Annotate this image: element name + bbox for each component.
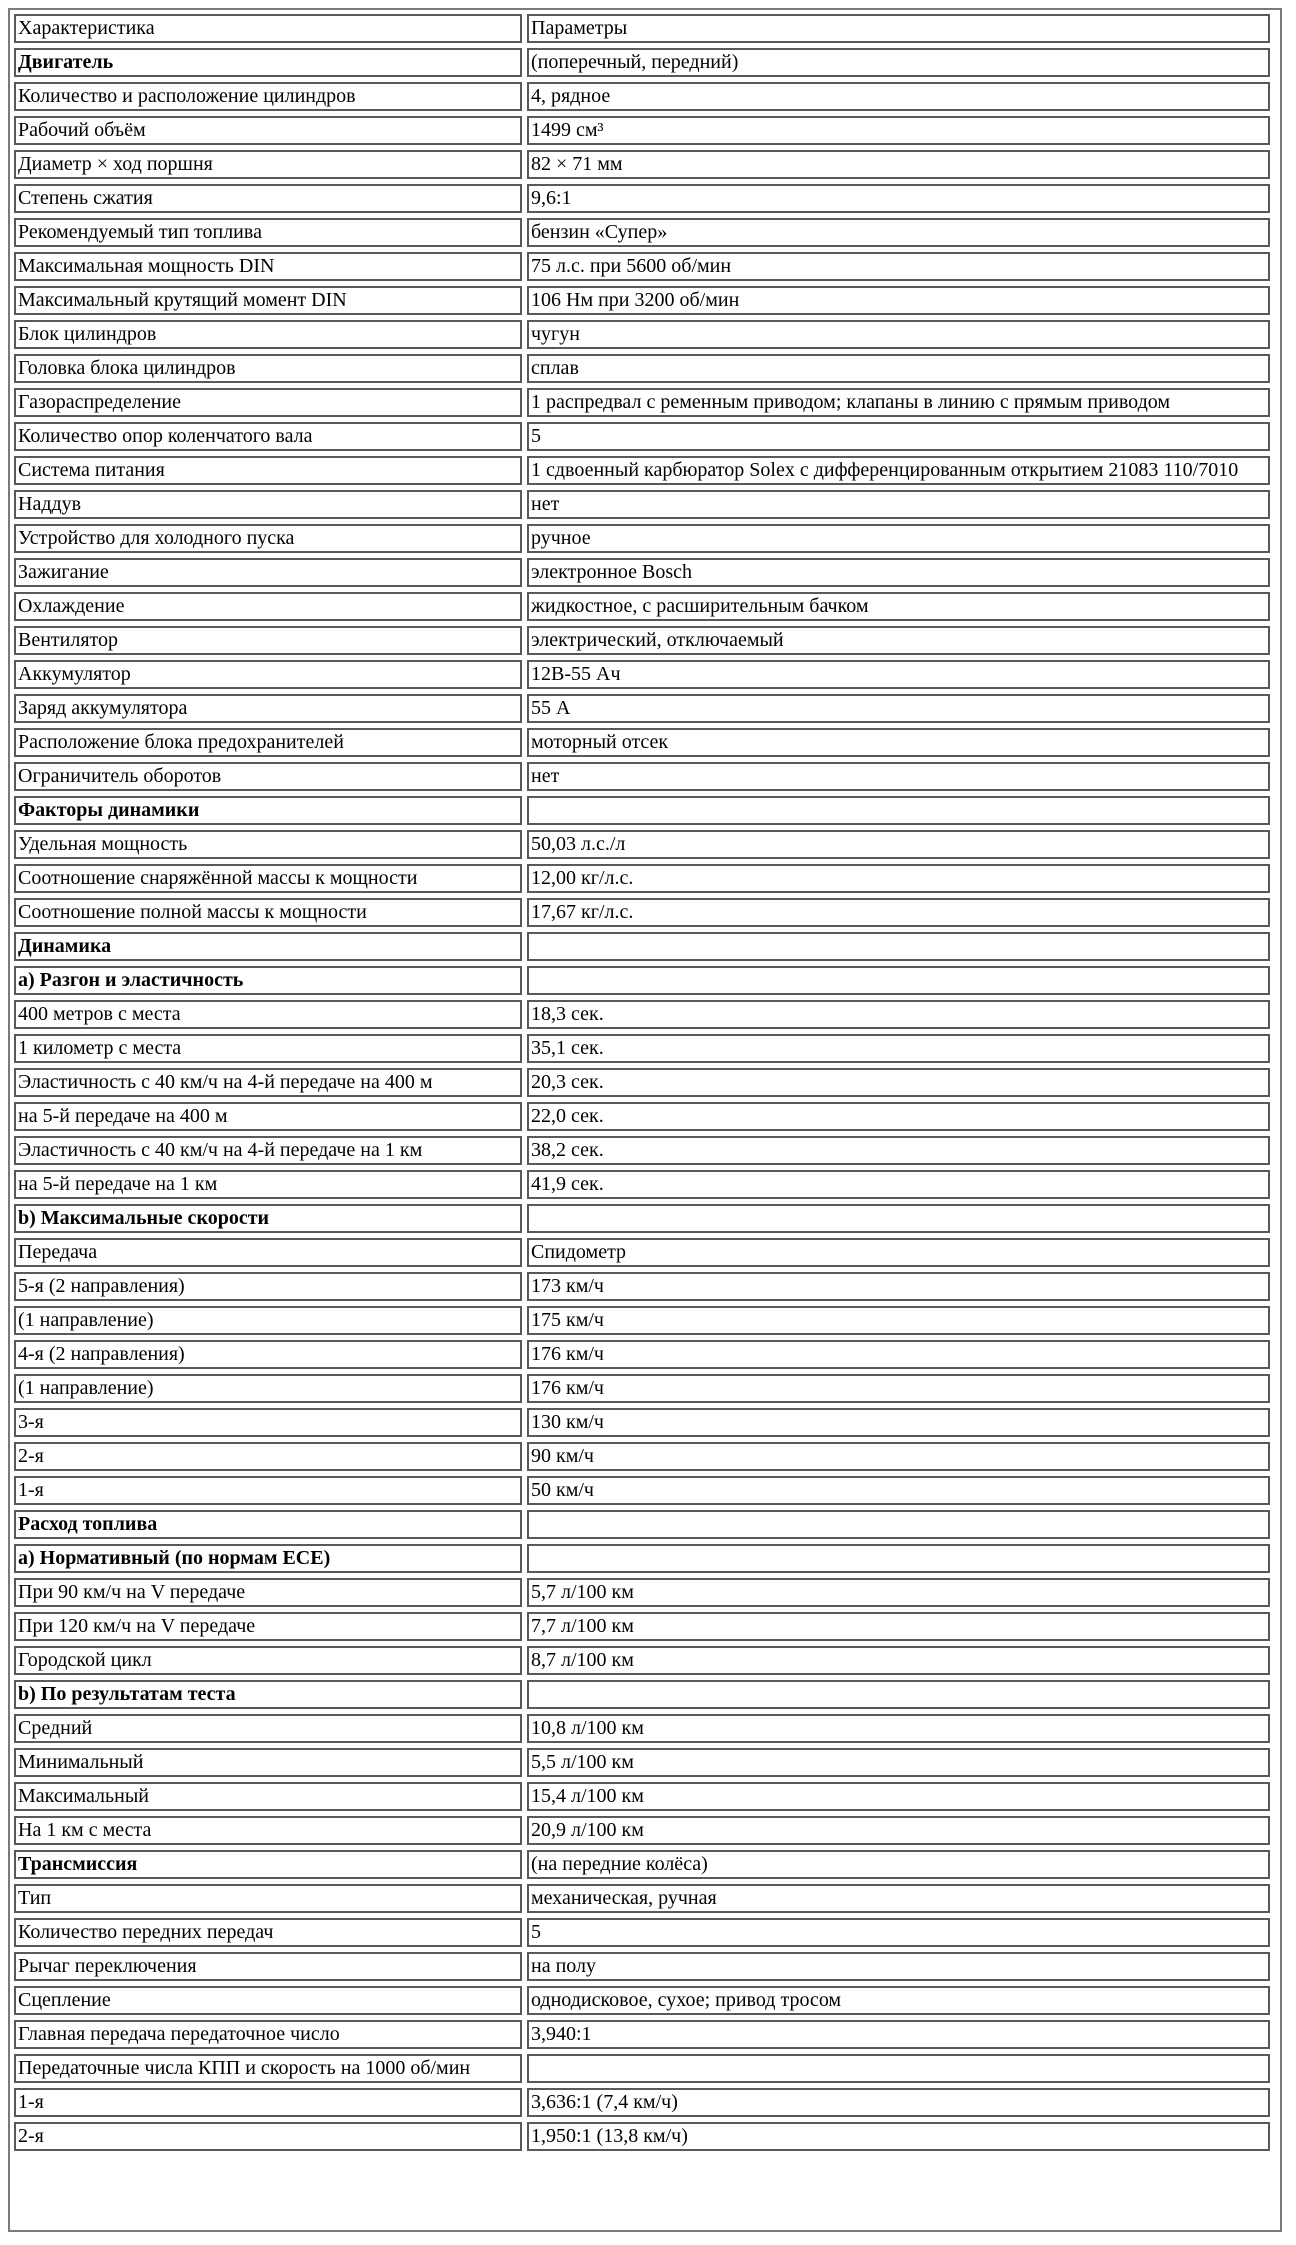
row-value-cell: 15,4 л/100 км: [527, 1782, 1270, 1811]
row-value-cell: 38,2 сек.: [527, 1136, 1270, 1165]
row-value-cell: 20,3 сек.: [527, 1068, 1270, 1097]
row-name-cell: Минимальный: [14, 1748, 522, 1777]
table-row: [14, 320, 1270, 349]
row-name-cell: 3-я: [14, 1408, 522, 1437]
table-row: [14, 2054, 1270, 2083]
row-name-cell: Удельная мощность: [14, 830, 522, 859]
row-name-cell: 2-я: [14, 1442, 522, 1471]
row-value-cell: [527, 966, 1270, 995]
row-name-cell: При 90 км/ч на V передаче: [14, 1578, 522, 1607]
table-row: [14, 1204, 1270, 1233]
table-row: [14, 2088, 1270, 2117]
table-row: [14, 864, 1270, 893]
table-row: [14, 762, 1270, 791]
row-value-cell: нет: [527, 490, 1270, 519]
row-value-cell: 75 л.с. при 5600 об/мин: [527, 252, 1270, 281]
row-value-cell: 90 км/ч: [527, 1442, 1270, 1471]
row-name-cell: Расположение блока предохранителей: [14, 728, 522, 757]
row-name-cell: Максимальный: [14, 1782, 522, 1811]
row-value-cell: 175 км/ч: [527, 1306, 1270, 1335]
header-cell-characteristic: Характеристика: [14, 14, 522, 43]
row-name-cell: Блок цилиндров: [14, 320, 522, 349]
row-value-cell: 106 Нм при 3200 об/мин: [527, 286, 1270, 315]
table-row: [14, 218, 1270, 247]
table-row: [14, 456, 1270, 485]
table-row: [14, 1374, 1270, 1403]
row-value-cell: [527, 1204, 1270, 1233]
row-value-cell: нет: [527, 762, 1270, 791]
row-name-cell: Вентилятор: [14, 626, 522, 655]
row-value-cell: 5: [527, 1918, 1270, 1947]
row-name-cell: Система питания: [14, 456, 522, 485]
table-row: [14, 1170, 1270, 1199]
row-value-cell: 3,940:1: [527, 2020, 1270, 2049]
table-row: [14, 1612, 1270, 1641]
row-value-cell: 20,9 л/100 км: [527, 1816, 1270, 1845]
row-value-cell: 12В-55 Ач: [527, 660, 1270, 689]
row-name-cell: Передача: [14, 1238, 522, 1267]
row-name-cell: Рычаг переключения: [14, 1952, 522, 1981]
row-value-cell: (поперечный, передний): [527, 48, 1270, 77]
row-name-cell: Главная передача передаточное число: [14, 2020, 522, 2049]
table-row: [14, 1952, 1270, 1981]
row-name-cell: Наддув: [14, 490, 522, 519]
table-row: [14, 694, 1270, 723]
table-row: [14, 1986, 1270, 2015]
row-name-cell: Городской цикл: [14, 1646, 522, 1675]
table-row: [14, 388, 1270, 417]
table-row: [14, 286, 1270, 315]
table-row: [14, 898, 1270, 927]
table-row: [14, 1748, 1270, 1777]
table-row: [14, 1272, 1270, 1301]
row-value-cell: 9,6:1: [527, 184, 1270, 213]
table-row: [14, 1000, 1270, 1029]
row-value-cell: 1 распредвал с ременным приводом; клапаны в линию с прямым приводом: [527, 388, 1270, 417]
table-row: [14, 422, 1270, 451]
row-name-cell: Количество опор коленчатого вала: [14, 422, 522, 451]
row-value-cell: ручное: [527, 524, 1270, 553]
table-row: [14, 524, 1270, 553]
row-value-cell: 1,950:1 (13,8 км/ч): [527, 2122, 1270, 2151]
row-value-cell: 5,5 л/100 км: [527, 1748, 1270, 1777]
table-row: [14, 1306, 1270, 1335]
row-value-cell: 22,0 сек.: [527, 1102, 1270, 1131]
row-name-cell: на 5-й передаче на 400 м: [14, 1102, 522, 1131]
row-value-cell: 12,00 кг/л.с.: [527, 864, 1270, 893]
row-name-cell: Соотношение снаряжённой массы к мощности: [14, 864, 522, 893]
table-row: [14, 252, 1270, 281]
table-row: [14, 184, 1270, 213]
row-name-cell: Сцепление: [14, 1986, 522, 2015]
row-name-cell: Факторы динамики: [14, 796, 522, 825]
row-name-cell: Охлаждение: [14, 592, 522, 621]
row-value-cell: электрический, отключаемый: [527, 626, 1270, 655]
row-value-cell: 130 км/ч: [527, 1408, 1270, 1437]
table-row: [14, 150, 1270, 179]
table-row: [14, 354, 1270, 383]
table-row: [14, 1408, 1270, 1437]
row-value-cell: 8,7 л/100 км: [527, 1646, 1270, 1675]
table-row: [14, 728, 1270, 757]
table-row: [14, 116, 1270, 145]
table-row: [14, 1578, 1270, 1607]
row-value-cell: на полу: [527, 1952, 1270, 1981]
row-name-cell: Тип: [14, 1884, 522, 1913]
row-name-cell: а) Разгон и эластичность: [14, 966, 522, 995]
row-name-cell: Зажигание: [14, 558, 522, 587]
row-value-cell: 176 км/ч: [527, 1340, 1270, 1369]
row-name-cell: Передаточные числа КПП и скорость на 1000 об/мин: [14, 2054, 522, 2083]
row-name-cell: 5-я (2 направления): [14, 1272, 522, 1301]
table-row: [14, 1646, 1270, 1675]
table-row: [14, 1442, 1270, 1471]
row-value-cell: 82 × 71 мм: [527, 150, 1270, 179]
row-value-cell: [527, 1544, 1270, 1573]
row-name-cell: Расход топлива: [14, 1510, 522, 1539]
row-name-cell: Заряд аккумулятора: [14, 694, 522, 723]
row-value-cell: 5: [527, 422, 1270, 451]
table-row: [14, 2020, 1270, 2049]
table-row: [14, 1714, 1270, 1743]
row-value-cell: [527, 796, 1270, 825]
row-name-cell: Максимальный крутящий момент DIN: [14, 286, 522, 315]
row-value-cell: 1 сдвоенный карбюратор Solex с дифференцированным открытием 21083 110/7010: [527, 456, 1270, 485]
table-row: [14, 1680, 1270, 1709]
row-name-cell: а) Нормативный (по нормам ЕСЕ): [14, 1544, 522, 1573]
row-name-cell: Диаметр × ход поршня: [14, 150, 522, 179]
row-name-cell: 400 метров с места: [14, 1000, 522, 1029]
table-row: [14, 932, 1270, 961]
row-name-cell: Аккумулятор: [14, 660, 522, 689]
table-row: [14, 1850, 1270, 1879]
row-name-cell: Ограничитель оборотов: [14, 762, 522, 791]
row-name-cell: (1 направление): [14, 1306, 522, 1335]
row-value-cell: 18,3 сек.: [527, 1000, 1270, 1029]
table-row: [14, 558, 1270, 587]
row-name-cell: Количество передних передач: [14, 1918, 522, 1947]
row-value-cell: механическая, ручная: [527, 1884, 1270, 1913]
table-row: [14, 660, 1270, 689]
row-value-cell: 35,1 сек.: [527, 1034, 1270, 1063]
row-value-cell: [527, 932, 1270, 961]
row-value-cell: однодисковое, сухое; привод тросом: [527, 1986, 1270, 2015]
table-row: [14, 1816, 1270, 1845]
row-value-cell: 55 А: [527, 694, 1270, 723]
row-value-cell: 4, рядное: [527, 82, 1270, 111]
row-name-cell: 1-я: [14, 2088, 522, 2117]
table-row: [14, 626, 1270, 655]
table-row: [14, 1544, 1270, 1573]
row-name-cell: 1-я: [14, 1476, 522, 1505]
row-name-cell: Динамика: [14, 932, 522, 961]
row-value-cell: 10,8 л/100 км: [527, 1714, 1270, 1743]
row-name-cell: b) По результатам теста: [14, 1680, 522, 1709]
table-row: [14, 1782, 1270, 1811]
table-row: [14, 2122, 1270, 2151]
table-row: [14, 1476, 1270, 1505]
table-row: [14, 490, 1270, 519]
table-row: [14, 1068, 1270, 1097]
table-row: [14, 1918, 1270, 1947]
row-value-cell: 1499 см³: [527, 116, 1270, 145]
row-name-cell: (1 направление): [14, 1374, 522, 1403]
row-value-cell: (на передние колёса): [527, 1850, 1270, 1879]
table-row: [14, 796, 1270, 825]
row-name-cell: 4-я (2 направления): [14, 1340, 522, 1369]
row-name-cell: 1 километр с места: [14, 1034, 522, 1063]
row-name-cell: Рабочий объём: [14, 116, 522, 145]
row-value-cell: 50,03 л.с./л: [527, 830, 1270, 859]
row-name-cell: Головка блока цилиндров: [14, 354, 522, 383]
row-value-cell: сплав: [527, 354, 1270, 383]
row-name-cell: Рекомендуемый тип топлива: [14, 218, 522, 247]
table-row: [14, 1884, 1270, 1913]
row-value-cell: моторный отсек: [527, 728, 1270, 757]
row-name-cell: Двигатель: [14, 48, 522, 77]
table-row: [14, 1136, 1270, 1165]
table-row: [14, 592, 1270, 621]
table-row: [14, 1238, 1270, 1267]
row-value-cell: 7,7 л/100 км: [527, 1612, 1270, 1641]
row-value-cell: 3,636:1 (7,4 км/ч): [527, 2088, 1270, 2117]
row-name-cell: Степень сжатия: [14, 184, 522, 213]
table-row: [14, 1340, 1270, 1369]
table-header-row: [14, 14, 1270, 43]
table-row: [14, 966, 1270, 995]
row-value-cell: [527, 1510, 1270, 1539]
row-name-cell: на 5-й передаче на 1 км: [14, 1170, 522, 1199]
row-value-cell: Спидометр: [527, 1238, 1270, 1267]
row-name-cell: Эластичность с 40 км/ч на 4-й передаче на 1 км: [14, 1136, 522, 1165]
row-value-cell: бензин «Супер»: [527, 218, 1270, 247]
row-value-cell: 176 км/ч: [527, 1374, 1270, 1403]
table-row: [14, 1102, 1270, 1131]
row-value-cell: жидкостное, с расширительным бачком: [527, 592, 1270, 621]
row-value-cell: 173 км/ч: [527, 1272, 1270, 1301]
row-name-cell: Газораспределение: [14, 388, 522, 417]
row-value-cell: [527, 1680, 1270, 1709]
row-value-cell: чугун: [527, 320, 1270, 349]
table-row: [14, 48, 1270, 77]
header-cell-parameters: Параметры: [527, 14, 1270, 43]
spec-table-frame: [8, 8, 1282, 2232]
row-value-cell: 17,67 кг/л.с.: [527, 898, 1270, 927]
row-name-cell: Трансмиссия: [14, 1850, 522, 1879]
row-name-cell: На 1 км с места: [14, 1816, 522, 1845]
table-row: [14, 82, 1270, 111]
table-row: [14, 830, 1270, 859]
table-row: [14, 1510, 1270, 1539]
table-row: [14, 1034, 1270, 1063]
spec-table: [9, 9, 1275, 2156]
row-value-cell: 50 км/ч: [527, 1476, 1270, 1505]
row-name-cell: b) Максимальные скорости: [14, 1204, 522, 1233]
row-value-cell: электронное Bosch: [527, 558, 1270, 587]
row-value-cell: [527, 2054, 1270, 2083]
row-name-cell: Соотношение полной массы к мощности: [14, 898, 522, 927]
row-name-cell: Устройство для холодного пуска: [14, 524, 522, 553]
row-value-cell: 41,9 сек.: [527, 1170, 1270, 1199]
row-value-cell: 5,7 л/100 км: [527, 1578, 1270, 1607]
row-name-cell: При 120 км/ч на V передаче: [14, 1612, 522, 1641]
row-name-cell: 2-я: [14, 2122, 522, 2151]
row-name-cell: Средний: [14, 1714, 522, 1743]
row-name-cell: Количество и расположение цилиндров: [14, 82, 522, 111]
row-name-cell: Максимальная мощность DIN: [14, 252, 522, 281]
row-name-cell: Эластичность с 40 км/ч на 4-й передаче на 400 м: [14, 1068, 522, 1097]
